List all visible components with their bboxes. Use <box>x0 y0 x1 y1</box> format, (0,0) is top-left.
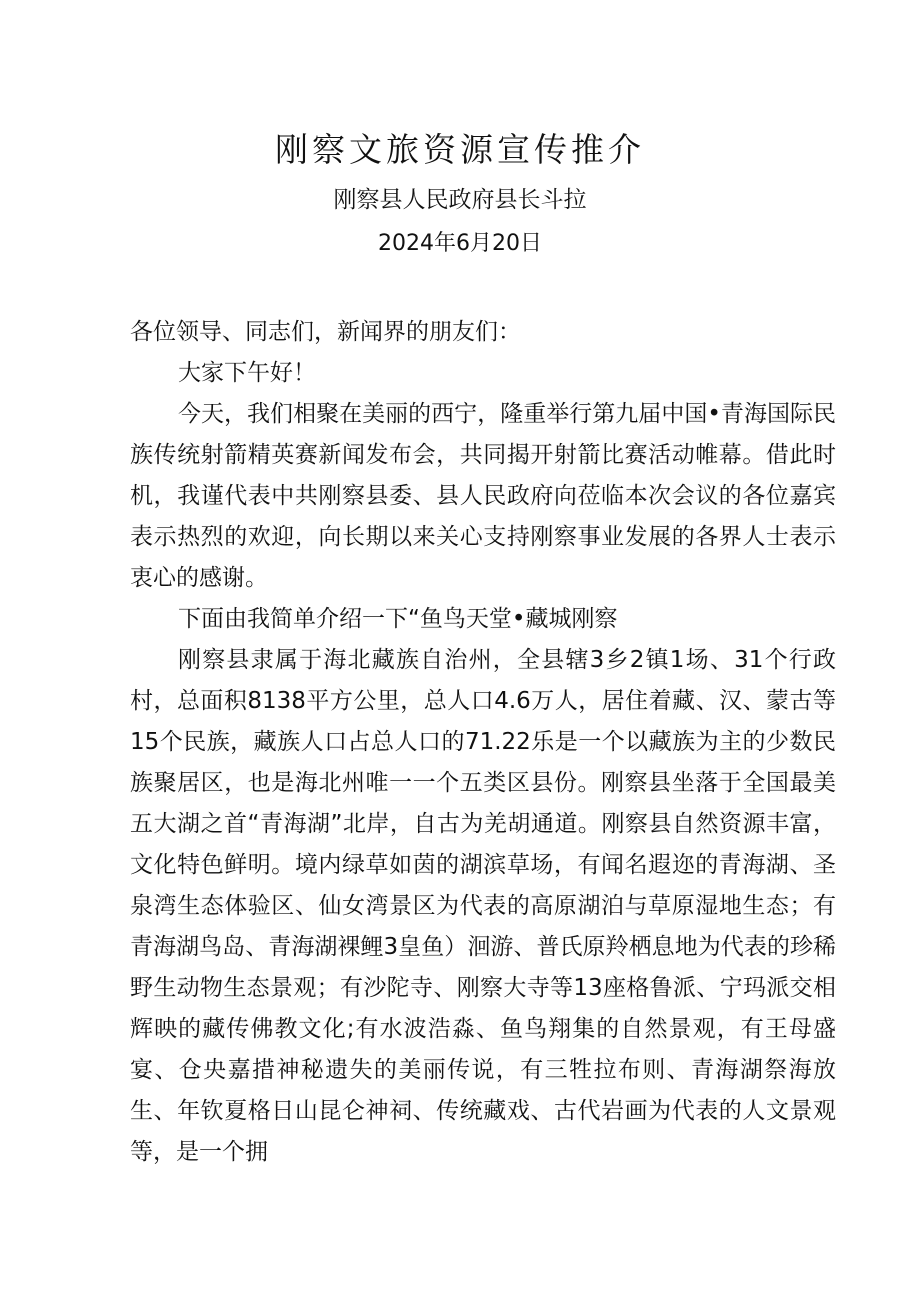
document-title: 刚察文旅资源宣传推介 <box>275 130 645 169</box>
document-author: 刚察县人民政府县长斗拉 <box>333 187 587 213</box>
paragraph-welcome: 今天，我们相聚在美丽的西宁，隆重举行第九届中国•青海国际民族传统射箭精英赛新闻发布会，共同揭开射箭比赛活动帷幕。借此时机，我谨代表中共刚察县委、县人民政府向莅临本次会议的各位嘉宾表示热烈的欢迎，向长期以来关心支持刚察事业发展的各界人士表示衷心的感谢。 <box>130 401 836 591</box>
document-date: 2024年6月20日 <box>378 231 542 256</box>
greeting: 大家下午好！ <box>178 360 316 386</box>
salutation: 各位领导、同志们，新闻界的朋友们： <box>130 319 521 345</box>
paragraph-intro: 下面由我简单介绍一下“鱼鸟天堂•藏城刚察 <box>178 606 618 632</box>
document-body <box>130 312 836 1173</box>
paragraph-county-overview: 刚察县隶属于海北藏族自治州，全县辖3乡2镇1场、31个行政村，总面积8138平方公里，总人口4.6万人，居住着藏、汉、蒙古等15个民族，藏族人口占总人口的71.22乐是一个以藏族为主的少数民族聚居区，也是海北州唯一一个五类区县份。刚察县坐落于全国最美五大湖之首“青海湖”北岸，自古为羌胡通道。刚察县自然资源丰富，文化特色鲜明。境内绿草如茵的湖滨草场，有闻名遐迩的青海湖、圣泉湾生态体验区、仙女湾景区为代表的高原湖泊与草原湿地生态；有青海湖鸟岛、青海湖裸鲤3皇鱼）洄游、普氏原羚栖息地为代表的珍稀野生动物生态景观；有沙陀寺、刚察大寺等13座格鲁派、宁玛派交相辉映的藏传佛教文化;有水波浩淼、鱼鸟翔集的自然景观，有王母盛宴、仓央嘉措神秘遗失的美丽传说，有三牲拉布则、青海湖祭海放生、年钦夏格日山昆仑神祠、传统藏戏、古代岩画为代表的人文景观等，是一个拥 <box>130 647 836 1165</box>
